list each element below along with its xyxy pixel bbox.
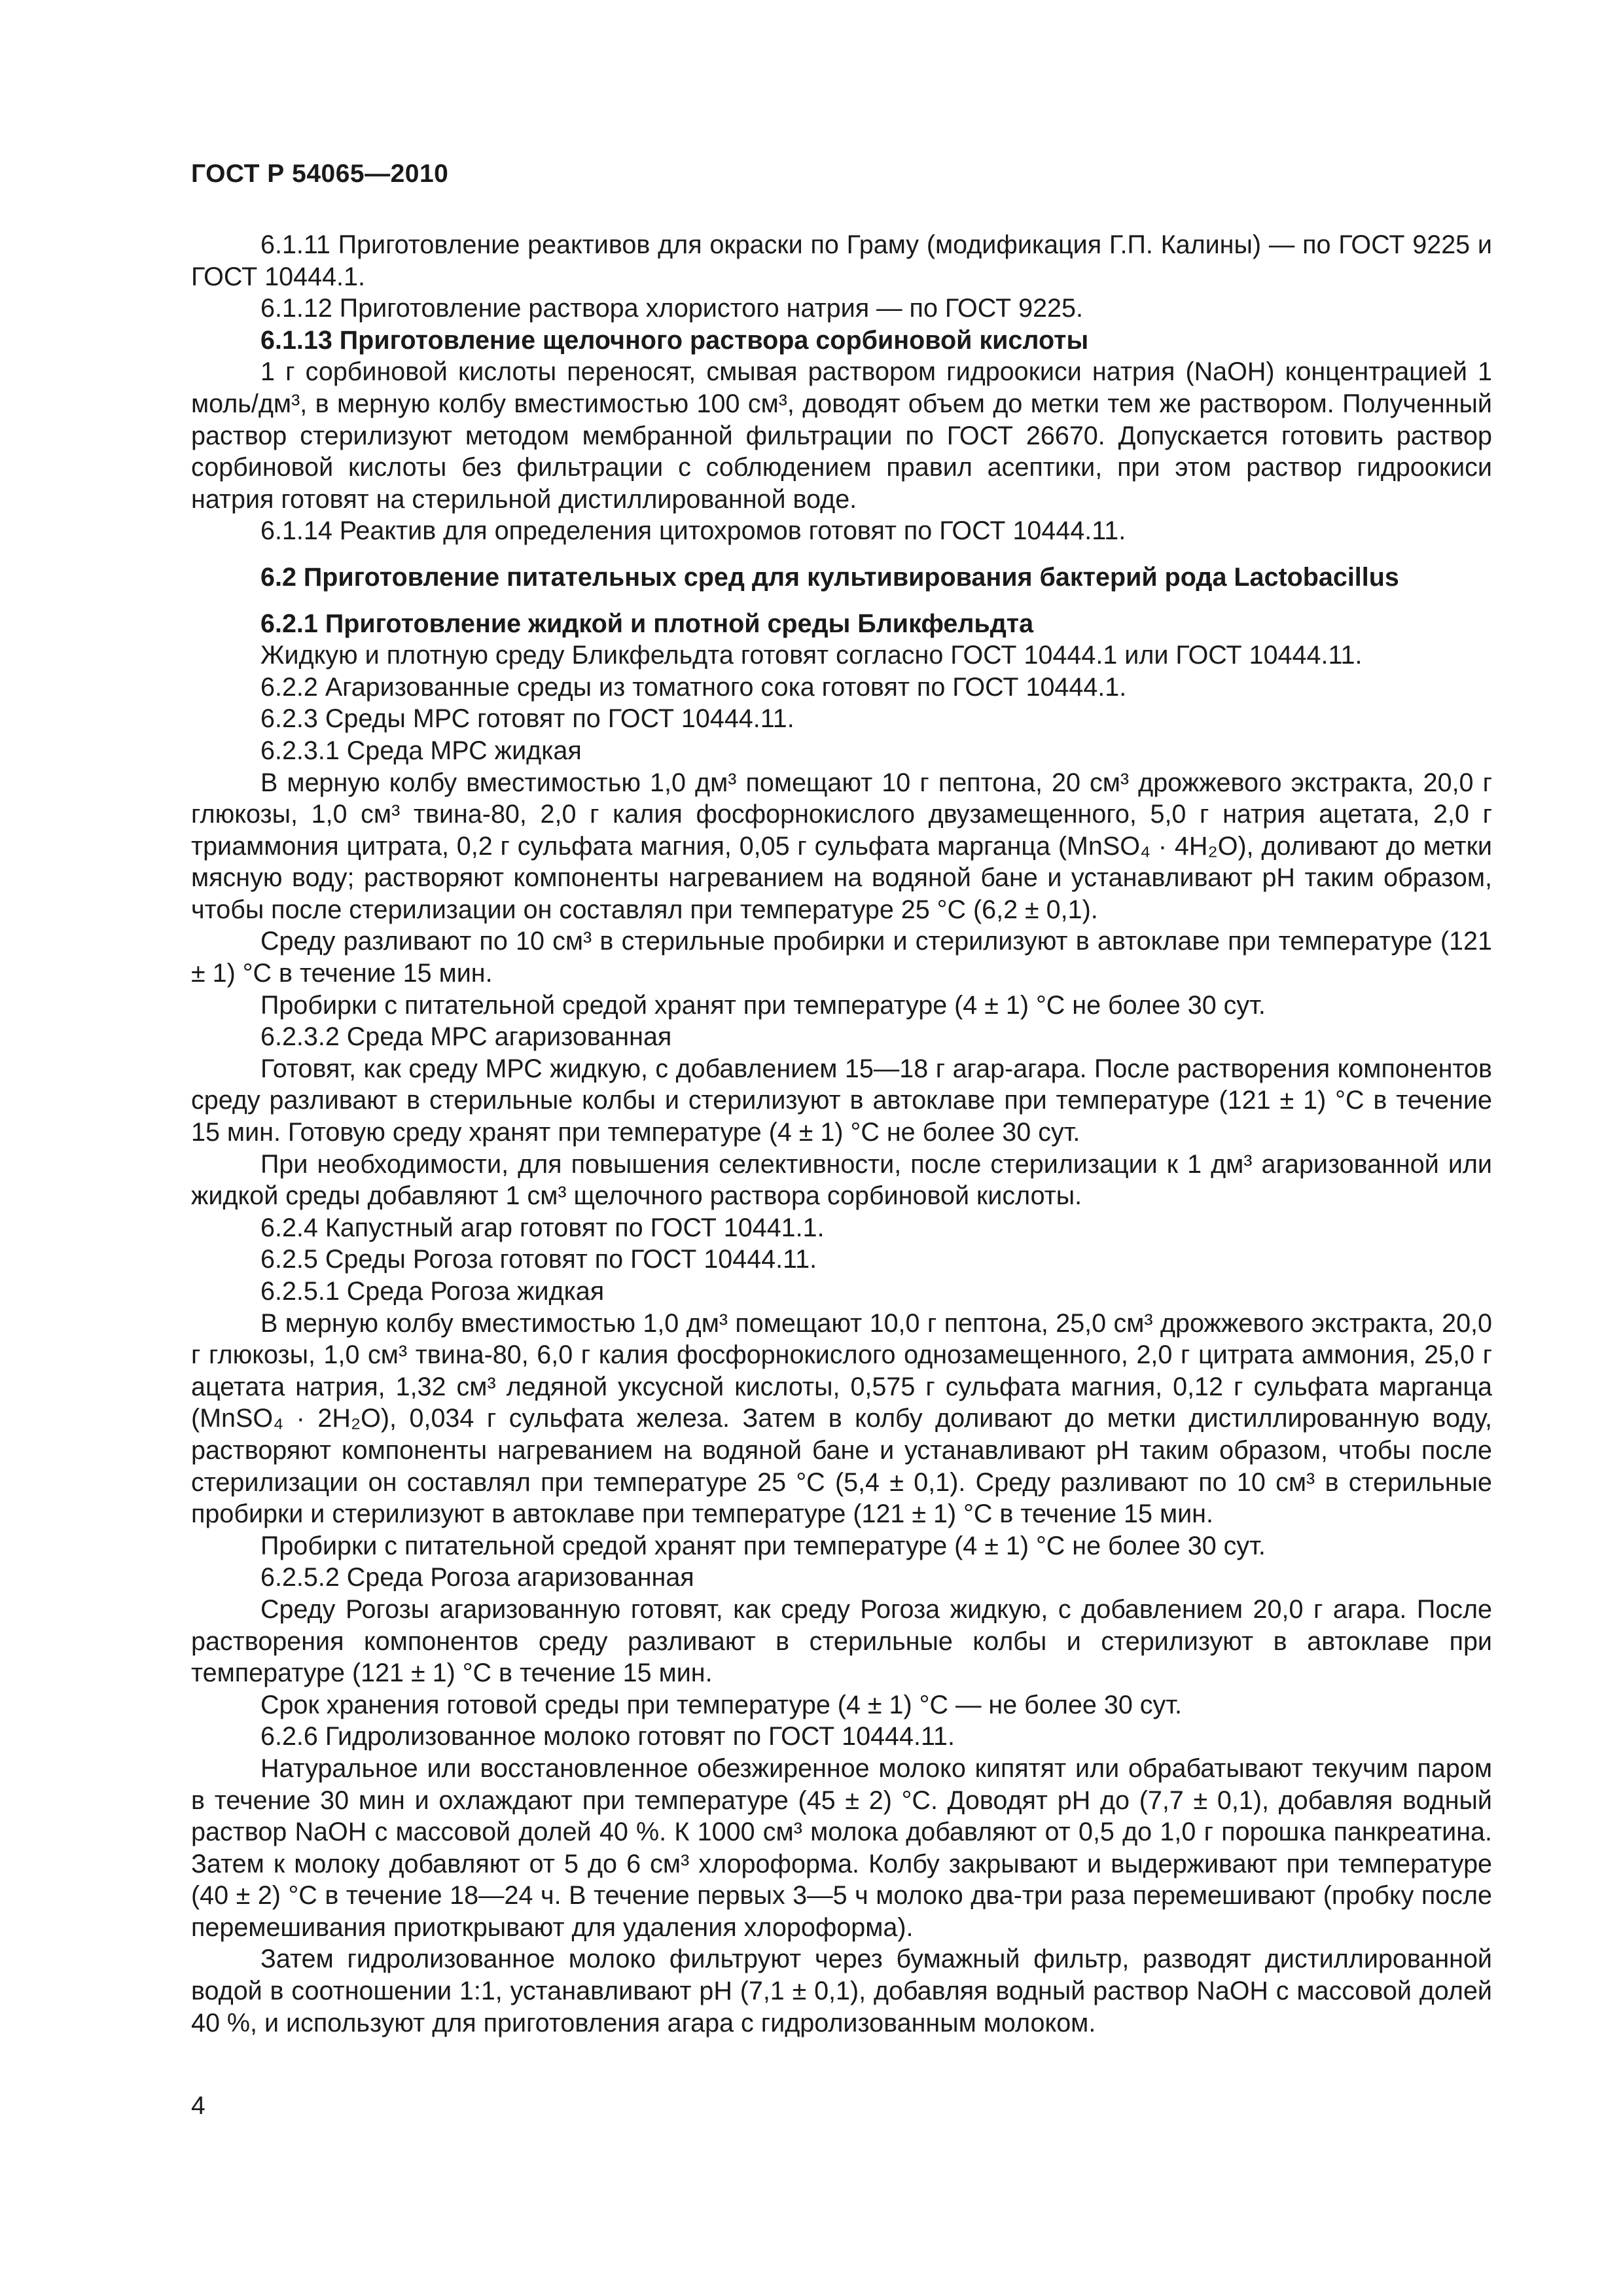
paragraph-6-2-6: 6.2.6 Гидролизованное молоко готовят по ГОСТ 10444.11. xyxy=(260,1722,955,1751)
heading-6-2-5-1: 6.2.5.1 Среда Рогоза жидкая xyxy=(260,1277,605,1306)
heading-6-2-3-2: 6.2.3.2 Среда МРС агаризованная xyxy=(260,1022,672,1052)
heading-6-2: 6.2 Приготовление питательных сред для культивирования бактерий рода Lactobacillus xyxy=(260,562,1399,592)
paragraph-rogosa-liquid-recipe: В мерную колбу вместимостью 1,0 дм³ помещают 10,0 г пептона, 25,0 см³ дрожжевого экстракта, 20,0 г глюкозы, 1,0 см³ твина-80, 6,0 г калия фосфорнокислого однозамещенного, 2,0 г цитрата аммония, 25,0 г ацетата натрия, 1,32 см³ ледяной уксусной кислоты, 0,575 г сульфата магния, 0,12 г сульфата марганца (MnSO₄ · 2H₂O), 0,034 г сульфата железа. Затем в колбу доливают до метки дистиллированную воду, растворяют компоненты нагреванием на водяной бане и устанавливают pH таким образом, чтобы после стерилизации он составлял при температуре 25 °С (5,4 ± 0,1). Среду разливают по 10 см³ в стерильные пробирки и стерилизуют в автоклаве при температуре (121 ± 1) °С в течение 15 мин. xyxy=(191,1308,1492,1529)
page-number: 4 xyxy=(191,2092,205,2120)
paragraph-hydrolyzed-milk-filter: Затем гидролизованное молоко фильтруют через бумажный фильтр, разводят дистиллированной водой в соотношении 1:1, устанавливают pH (7,1 ± 0,1), добавляя водный раствор NaOH с массовой долей 40 %, и используют для приготовления агара с гидролизованным молоком. xyxy=(191,1945,1492,2037)
paragraph-6-2-4: 6.2.4 Капустный агар готовят по ГОСТ 10441.1. xyxy=(260,1213,825,1242)
paragraph-6-1-12: 6.1.12 Приготовление раствора хлористого натрия — по ГОСТ 9225. xyxy=(260,294,1083,323)
paragraph-hydrolyzed-milk-prep: Натуральное или восстановленное обезжиренное молоко кипятят или обрабатывают текучим паром в течение 30 мин и охлаждают при температуре (45 ± 2) °С. Доводят pH до (7,7 ± 0,1), добавляя водный раствор NaOH с массовой долей 40 %. К 1000 см³ молока добавляют от 0,5 до 1,0 г порошка панкреатина. Затем к молоку добавляют от 5 до 6 см³ хлороформа. Колбу закрывают и выдерживают при температуре (40 ± 2) °С в течение 18—24 ч. В течение первых 3—5 ч молоко два-три раза перемешивают (пробку после перемешивания приоткрывают для удаления хлороформа). xyxy=(191,1753,1492,1942)
paragraph-mrs-liquid-sterilize: Среду разливают по 10 см³ в стерильные пробирки и стерилизуют в автоклаве при температуре (121 ± 1) °С в течение 15 мин. xyxy=(191,927,1492,988)
paragraph-6-2-2: 6.2.2 Агаризованные среды из томатного сока готовят по ГОСТ 10444.1. xyxy=(260,672,1127,702)
paragraph-6-1-14: 6.1.14 Реактив для определения цитохромов готовят по ГОСТ 10444.11. xyxy=(260,516,1126,546)
paragraph-mrs-liquid-storage: Пробирки с питательной средой хранят при температуре (4 ± 1) °С не более 30 сут. xyxy=(260,990,1266,1020)
paragraph-rogosa-liquid-storage: Пробирки с питательной средой хранят при температуре (4 ± 1) °С не более 30 сут. xyxy=(260,1531,1266,1560)
standard-header: ГОСТ Р 54065—2010 xyxy=(191,160,449,188)
heading-6-2-3-1: 6.2.3.1 Среда МРС жидкая xyxy=(260,736,582,765)
paragraph-sorbic-acid-solution: 1 г сорбиновой кислоты переносят, смывая раствором гидроокиси натрия (NaOH) концентрацией 1 моль/дм³, в мерную колбу вместимостью 100 см³, доводят объем до метки тем же раствором. Полученный раствор стерилизуют методом мембранной фильтрации по ГОСТ 26670. Допускается готовить раствор сорбиновой кислоты без фильтрации с соблюдением правил асептики, при этом раствор гидроокиси натрия готовят на стерильной дистиллированной воде. xyxy=(191,357,1492,514)
heading-6-2-1: 6.2.1 Приготовление жидкой и плотной среды Бликфельдта xyxy=(260,609,1034,638)
paragraph-6-1-11: 6.1.11 Приготовление реактивов для окраски по Граму (модификация Г.П. Калины) — по ГОСТ 9225 и ГОСТ 10444.1. xyxy=(191,230,1492,291)
paragraph-mrs-liquid-recipe: В мерную колбу вместимостью 1,0 дм³ помещают 10 г пептона, 20 см³ дрожжевого экстракта, 20,0 г глюкозы, 1,0 см³ твина-80, 2,0 г калия фосфорнокислого двузамещенного, 5,0 г натрия ацетата, 2,0 г триаммония цитрата, 0,2 г сульфата магния, 0,05 г сульфата марганца (MnSO₄ · 4H₂O), доливают до метки мясную воду; растворяют компоненты нагреванием на водяной бане и устанавливают pH таким образом, чтобы после стерилизации он составлял при температуре 25 °C (6,2 ± 0,1). xyxy=(191,768,1492,924)
paragraph-6-2-3: 6.2.3 Среды МРС готовят по ГОСТ 10444.11. xyxy=(260,704,794,734)
paragraph-blickfeldt: Жидкую и плотную среду Бликфельдта готовят согласно ГОСТ 10444.1 или ГОСТ 10444.11. xyxy=(260,641,1363,670)
paragraph-6-2-5: 6.2.5 Среды Рогоза готовят по ГОСТ 10444.11. xyxy=(260,1245,817,1274)
heading-6-2-5-2: 6.2.5.2 Среда Рогоза агаризованная xyxy=(260,1563,694,1592)
paragraph-mrs-selectivity: При необходимости, для повышения селективности, после стерилизации к 1 дм³ агаризованной или жидкой среды добавляют 1 см³ щелочного раствора сорбиновой кислоты. xyxy=(191,1149,1492,1211)
paragraph-rogosa-agar-storage: Срок хранения готовой среды при температуре (4 ± 1) °С — не более 30 сут. xyxy=(260,1690,1182,1719)
paragraph-rogosa-agar-recipe: Среду Рогозы агаризованную готовят, как среду Рогоза жидкую, с добавлением 20,0 г агара. После растворения компонентов среду разливают в стерильные колбы и стерилизуют в автоклаве при температуре (121 ± 1) °С в течение 15 мин. xyxy=(191,1594,1492,1688)
document-body xyxy=(191,229,1492,2039)
heading-6-1-13: 6.1.13 Приготовление щелочного раствора сорбиновой кислоты xyxy=(260,325,1089,355)
paragraph-mrs-agar-recipe: Готовят, как среду МРС жидкую, с добавлением 15—18 г агар-агара. После растворения компонентов среду разливают в стерильные колбы и стерилизуют в автоклаве при температуре (121 ± 1) °С в течение 15 мин. Готовую среду хранят при температуре (4 ± 1) °С не более 30 сут. xyxy=(191,1054,1492,1147)
